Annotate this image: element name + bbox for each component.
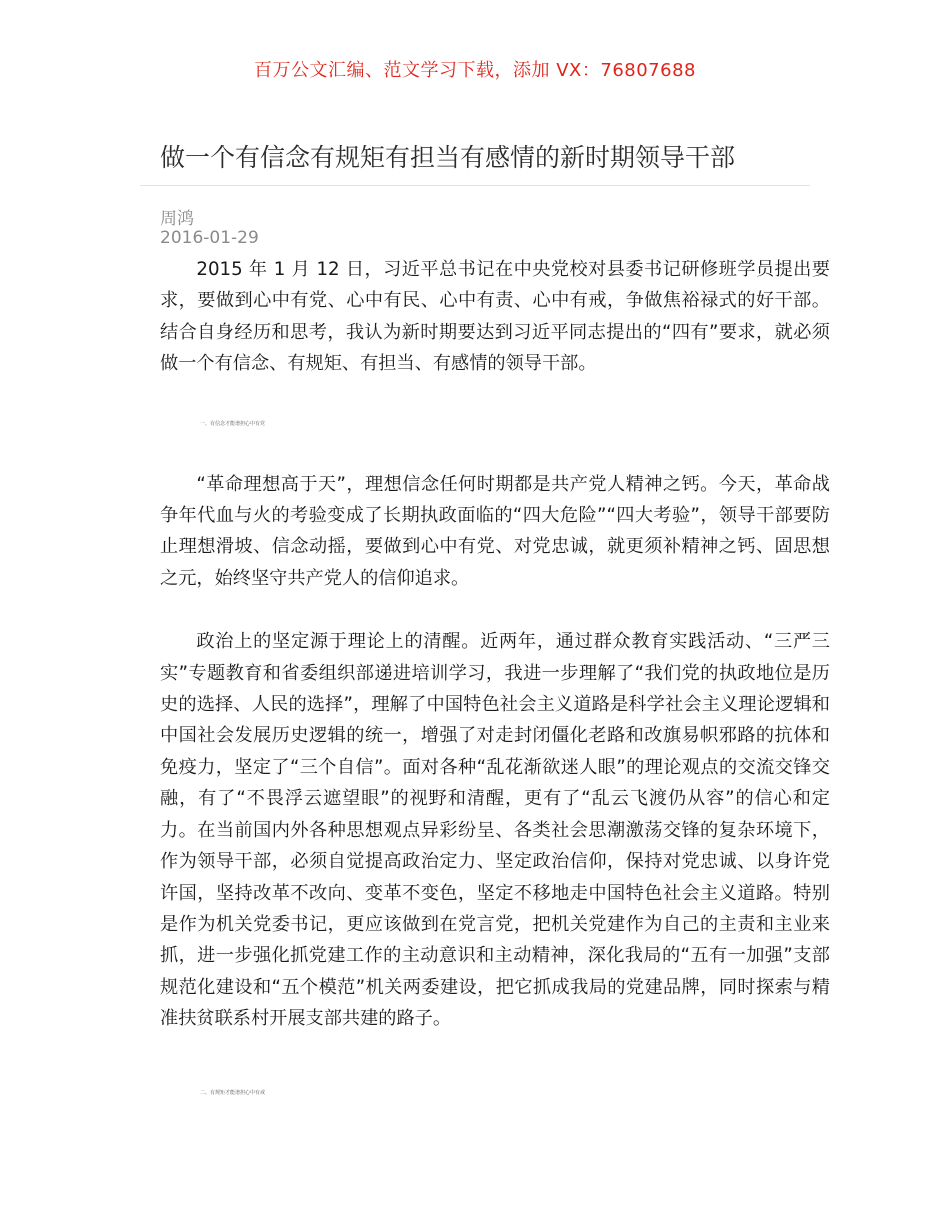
paragraph-theory: 政治上的坚定源于理论上的清醒。近两年，通过群众教育实践活动、“三严三实”专题教育和省委组织部递进培训学习，我进一步理解了“我们党的执政地位是历史的选择、人民的选择”，理解了中国特色社会主义道路是科学社会主义理论逻辑和中国社会发展历史逻辑的统一，增强了对走封闭僵化老路和改旗易帜邪路的抗体和免疫力，坚定了“三个自信”。面对各种“乱花渐欲迷人眼”的理论观点的交流交锋交融，有了“不畏浮云遮望眼”的视野和清醒，更有了“乱云飞渡仍从容”的信心和定力。在当前国内外各种思想观点异彩纷呈、各类社会思潮激荡交锋的复杂环境下，作为领导干部，必须自觉提高政治定力、坚定政治信仰，保持对党忠诚、以身许党许国，坚持改革不改向、变革不变色，坚定不移地走中国特色社会主义道路。特别是作为机关党委书记，更应该做到在党言党，把机关党建作为自己的主责和主业来抓，进一步强化抓党建工作的主动意识和主动精神，深化我局的“五有一加强”支部规范化建设和“五个模范”机关两委建设，把它抓成我局的党建品牌，同时探索与精准扶贫联系村开展支部共建的路子。 (160, 631, 830, 1030)
section-heading-2: 二、有规矩才能谱担心中有戒 (200, 1089, 266, 1096)
article-author: 周鸿 (160, 209, 194, 229)
article-date: 2016-01-29 (160, 228, 259, 248)
paragraph-intro: 2015 年 1 月 12 日，习近平总书记在中央党校对县委书记研修班学员提出要求，要做到心中有党、心中有民、心中有责、心中有戒，争做焦裕禄式的好干部。结合自身经历和思考，我认为新时期要达到习近平同志提出的“四有”要求，就必须做一个有信念、有规矩、有担当、有感情的领导干部。 (160, 259, 830, 375)
article-title: 做一个有信念有规矩有担当有感情的新时期领导干部 (160, 143, 736, 172)
title-divider (140, 185, 810, 186)
paragraph-belief: “革命理想高于天”，理想信念任何时期都是共产党人精神之钙。今天，革命战争年代血与火的考验变成了长期执政面临的“四大危险”“四大考验”，领导干部要防止理想滑坡、信念动摇，要做到心中有党、对党忠诚，就更须补精神之钙、固思想之元，始终坚守共产党人的信仰追求。 (160, 473, 830, 589)
download-banner: 百万公文汇编、范文学习下载，添加 VX：76807688 (254, 60, 696, 81)
article-body (160, 254, 830, 1097)
section-heading-1: 一、有信念才能谱担心中有党 (200, 420, 266, 427)
